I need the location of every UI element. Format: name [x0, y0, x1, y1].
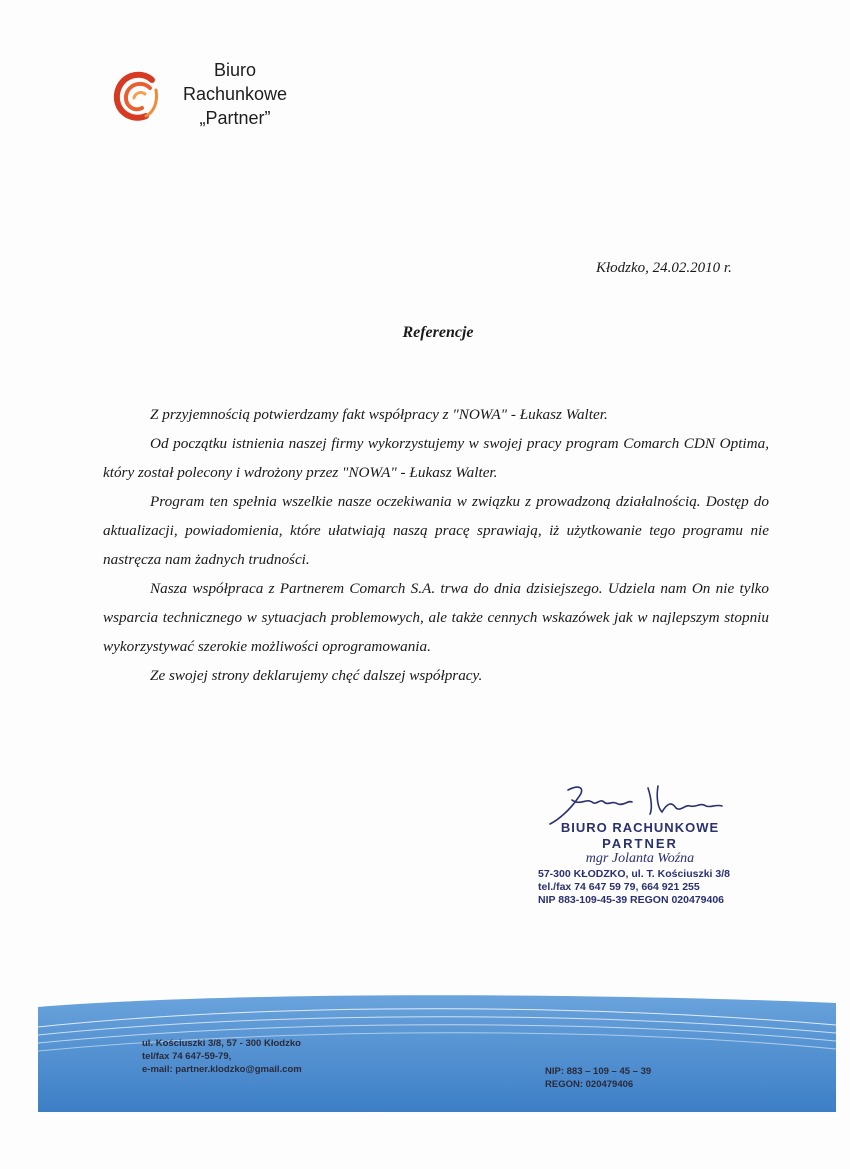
footer-regon: REGON: 020479406 — [545, 1079, 634, 1090]
letter-title: Referencje — [402, 324, 474, 341]
logo-line-1: Biuro — [213, 60, 257, 80]
stamp-person: mgr Jolanta Woźna — [585, 851, 695, 866]
swirl-logo-icon — [112, 68, 162, 124]
paragraph: Od początku istnienia naszej firmy wykorzystujemy w swojej pracy program Comarch CDN Optima, który został polecony i wdrożony przez "NOWA" - Łukasz Walter. — [103, 435, 769, 481]
footer-address: ul. Kościuszki 3/8, 57 - 300 Kłodzko — [142, 1038, 301, 1049]
logo-line-2: Rachunkowe — [182, 84, 288, 104]
letter-body — [103, 400, 769, 690]
stamp-company-line: BIURO RACHUNKOWE — [560, 820, 720, 835]
footer-band — [38, 995, 836, 1112]
footer-email: e-mail: partner.klodzko@gmail.com — [142, 1064, 302, 1075]
paragraph: Ze swojej strony deklarujemy chęć dalszej współpracy. — [150, 667, 483, 684]
footer-tax-info — [545, 1065, 651, 1091]
paragraph: Nasza współpraca z Partnerem Comarch S.A. trwa do dnia dzisiejszego. Udziela nam On nie tylko wsparcia technicznego w sytuacjach problemowych, ale także cennych wskazówek jak w najlepszym stopniu wykorzystywać szerokie możliwości oprogramowania. — [103, 580, 769, 655]
stamp-phone: tel./fax 74 647 59 79, 664 921 255 — [538, 881, 700, 893]
stamp-tax-ids: NIP 883-109-45-39 REGON 020479406 — [538, 894, 725, 906]
footer-nip: NIP: 883 – 109 – 45 – 39 — [545, 1066, 652, 1077]
footer-phone: tel/fax 74 647-59-79, — [142, 1051, 232, 1062]
logo-line-3: „Partner” — [199, 108, 271, 128]
paragraph: Program ten spełnia wszelkie nasze oczekiwania w związku z prowadzoną działalnością. Dostęp do aktualizacji, powiadomienia, które ułatwiają naszą pracę sprawiają, iż użytkowanie tego programu nie nastręcza nam żadnych trudności. — [103, 493, 769, 568]
logo-text — [170, 58, 300, 130]
company-logo — [112, 58, 302, 138]
stamp-address: 57-300 KŁODZKO, ul. T. Kościuszki 3/8 — [538, 868, 730, 880]
paragraph: Z przyjemnością potwierdzamy fakt współpracy z "NOWA" - Łukasz Walter. — [150, 406, 608, 423]
company-stamp — [530, 780, 750, 910]
letter-date: Kłodzko, 24.02.2010 r. — [596, 260, 732, 276]
stamp-company-name: PARTNER — [602, 836, 678, 851]
footer-contact — [142, 1037, 302, 1076]
